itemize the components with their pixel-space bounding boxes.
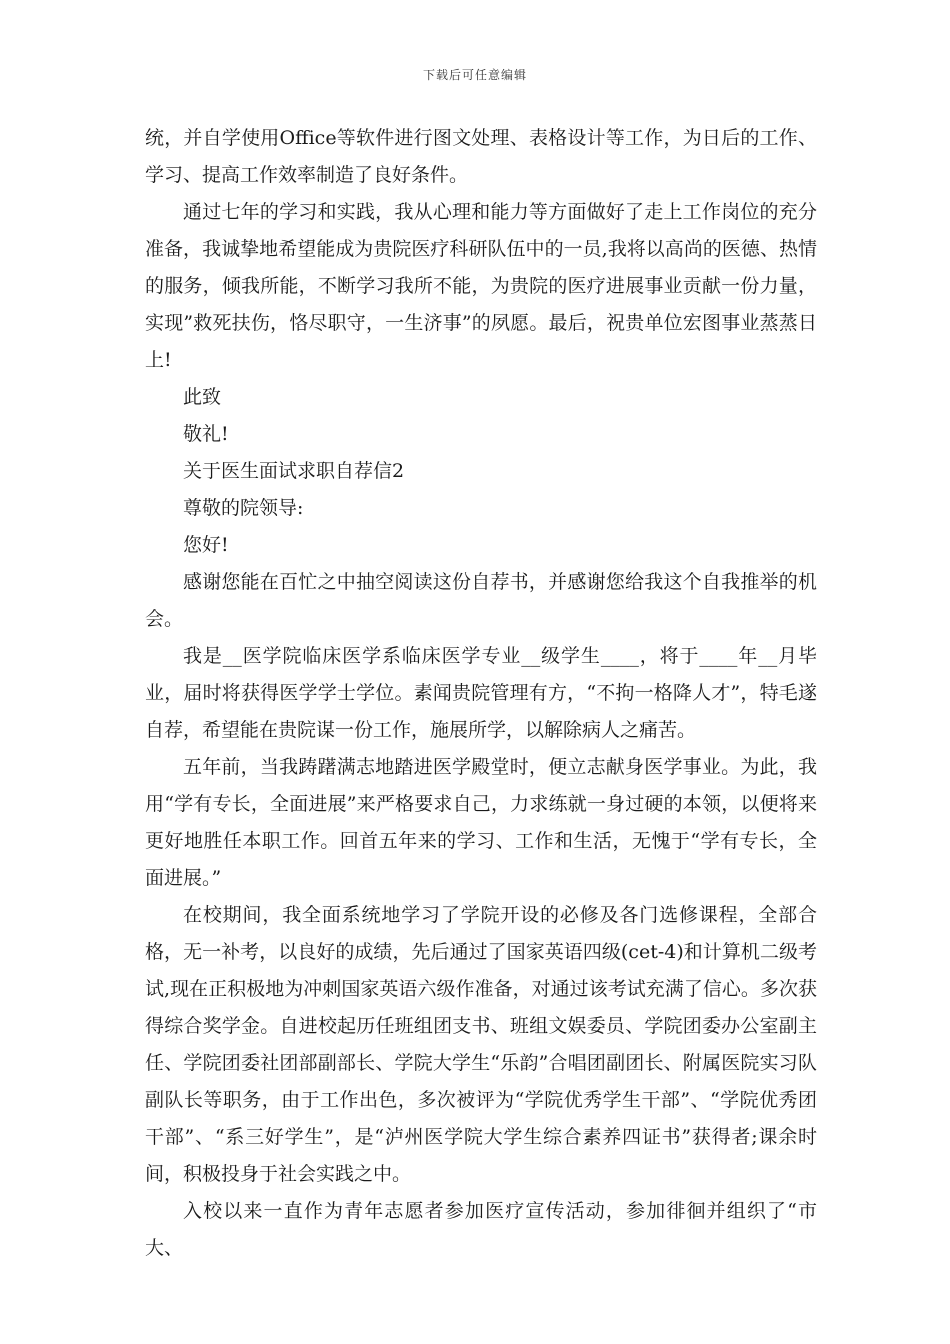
paragraph: 通过七年的学习和实践，我从心理和能力等方面做好了走上工作岗位的充分准备，我诚挚地希望能成为贵院医疗科研队伍中的一员,我将以高尚的医德、热情的服务，倾我所能，不断学习我所不能，为贵院的医疗进展事业贡献一份力量，实现”救死扶伤，恪尽职守，一生济事”的夙愿。最后，祝贵单位宏图事业蒸蒸日上! <box>145 201 817 371</box>
salutation: 尊敬的院领导: <box>183 497 304 519</box>
greeting: 您好! <box>183 534 229 556</box>
paragraph: 入校以来一直作为青年志愿者参加医疗宣传活动，参加徘徊并组织了“市大、 <box>145 1200 817 1259</box>
letter-title: 关于医生面试求职自荐信2 <box>183 460 405 482</box>
paragraph: 在校期间，我全面系统地学习了学院开设的必修及各门选修课程，全部合格，无一补考，以良好的成绩，先后通过了国家英语四级(cet-4)和计算机二级考试,现在正积极地为冲刺国家英语六级作准备，对通过该考试充满了信心。多次获得综合奖学金。自进校起历任班组团支书、班组文娱委员、学院团委办公室副主任、学院团委社团部副部长、学院大学生“乐韵”合唱团副团长、附属医院实习队副队长等职务，由于工作出色，多次被评为“学院优秀学生干部”、“学院优秀团干部”、“系三好学生”，是“泸州医学院大学生综合素养四证书”获得者;课余时间，积极投身于社会实践之中。 <box>145 904 817 1185</box>
paragraph: 统，并自学使用Office等软件进行图文处理、表格设计等工作，为日后的工作、学习、提高工作效率制造了良好条件。 <box>145 127 817 186</box>
paragraph: 我是__医学院临床医学系临床医学专业__级学生____，将于____年__月毕业，届时将获得医学学士学位。素闻贵院管理有方，“不拘一格降人才”，特毛遂自荐，希望能在贵院谋一份工作，施展所学，以解除病人之痛苦。 <box>145 645 817 741</box>
closing-line: 此致 <box>183 386 222 408</box>
closing-line: 敬礼! <box>183 423 229 445</box>
paragraph: 感谢您能在百忙之中抽空阅读这份自荐书，并感谢您给我这个自我推举的机会。 <box>145 571 817 630</box>
paragraph: 五年前，当我踌躇满志地踏进医学殿堂时，便立志献身医学事业。为此，我用“学有专长，全面进展”来严格要求自己，力求练就一身过硬的本领，以便将来更好地胜任本职工作。回首五年来的学习、工作和生活，无愧于“学有专长，全面进展。” <box>145 756 817 889</box>
document-body <box>145 120 817 1267</box>
page-header: 下载后可任意编辑 <box>422 68 527 82</box>
